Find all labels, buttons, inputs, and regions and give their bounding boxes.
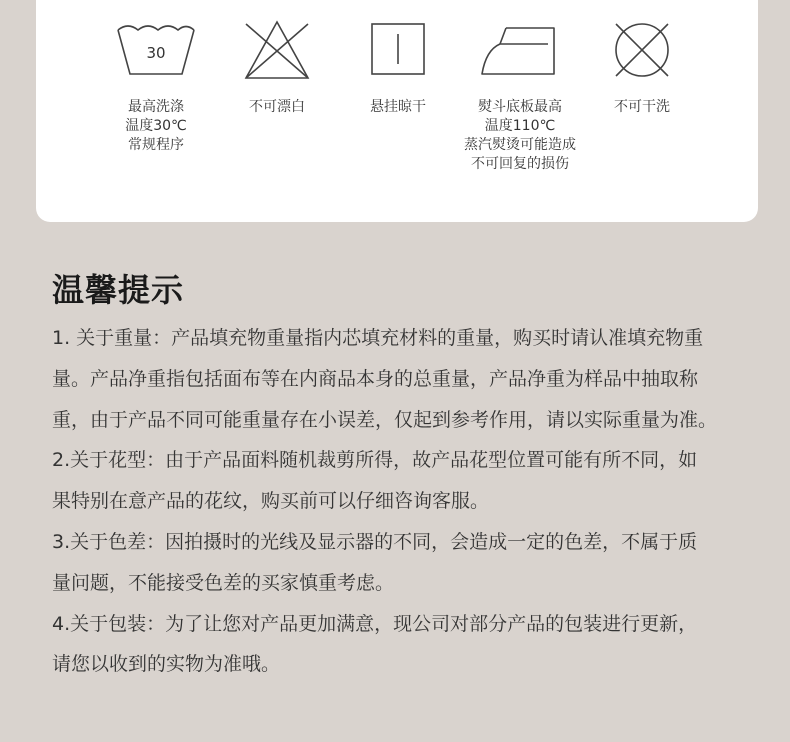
care-label-dry-clean (572, 98, 712, 117)
care-label-line: 不可干洗 (614, 99, 670, 115)
iron-low-icon (450, 18, 590, 88)
tip-line: 请您以收到的实物为准哦。 (52, 653, 281, 676)
care-label-iron (450, 98, 590, 174)
care-label-line: 熨斗底板最高 (478, 99, 562, 115)
care-label-line: 温度30℃ (125, 118, 187, 134)
care-label-line: 不可漂白 (249, 99, 305, 115)
care-label-line-dry (328, 98, 468, 117)
care-label-line: 最高洗涤 (128, 99, 184, 115)
tip-line: 果特别在意产品的花纹，购买前可以仔细咨询客服。 (52, 490, 490, 513)
tip-line: 重，由于产品不同可能重量存在小误差，仅起到参考作用，请以实际重量为准。 (52, 408, 718, 431)
tips-body (52, 318, 772, 685)
tip-line: 量问题，不能接受色差的买家慎重考虑。 (52, 571, 395, 594)
tip-line: 4.关于包装：为了让您对产品更加满意，现公司对部分产品的包装进行更新， (52, 612, 698, 635)
care-label-line: 不可回复的损伤 (471, 156, 569, 172)
tip-line: 1. 关于重量：产品填充物重量指内芯填充材料的重量，购买时请认准填充物重 (52, 327, 704, 349)
do-not-bleach-icon (207, 18, 347, 88)
care-label-line: 常规程序 (128, 137, 184, 153)
care-label-line: 悬挂晾干 (370, 99, 426, 115)
care-label-wash (86, 98, 226, 155)
care-label-bleach (207, 98, 347, 117)
tips-title: 温馨提示 (52, 271, 185, 309)
care-label-line: 蒸汽熨烫可能造成 (464, 137, 576, 153)
care-symbols-card (36, 0, 758, 222)
care-label-line: 温度110℃ (484, 118, 556, 134)
tip-line: 量。产品净重指包括面布等在内商品本身的总重量，产品净重为样品中抽取称 (52, 367, 699, 390)
wash-temp-text: 30 (146, 44, 166, 62)
do-not-dry-clean-icon (572, 18, 712, 88)
tip-line: 3.关于色差：因拍摄时的光线及显示器的不同，会造成一定的色差，不属于质 (52, 530, 698, 553)
line-dry-icon (328, 18, 468, 88)
wash-30-icon (86, 18, 226, 88)
tip-line: 2.关于花型：由于产品面料随机裁剪所得，故产品花型位置可能有所不同，如 (52, 449, 698, 472)
